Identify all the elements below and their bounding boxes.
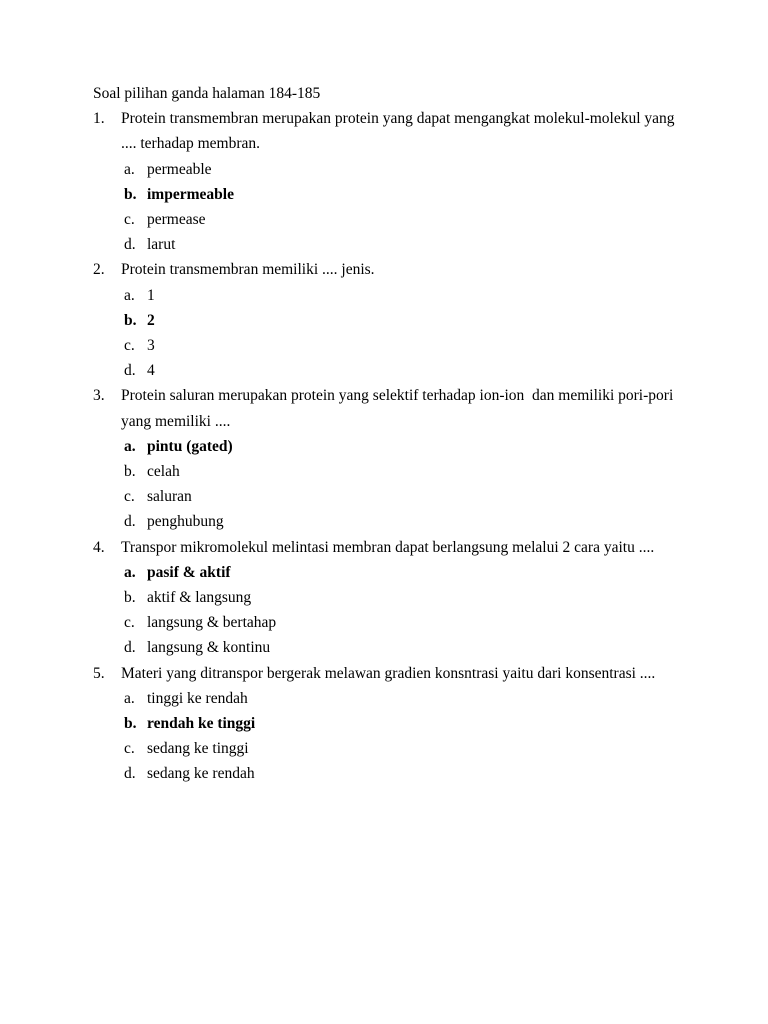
- answer-option: [124, 585, 693, 610]
- option-letter: a.: [124, 286, 135, 304]
- document-content: [93, 81, 693, 787]
- option-letter: c.: [124, 614, 135, 632]
- option-text: 3: [147, 337, 155, 355]
- option-letter: b.: [124, 311, 137, 329]
- option-text: sedang ke rendah: [147, 765, 255, 783]
- option-list: [93, 157, 693, 258]
- option-text: 4: [147, 362, 155, 380]
- question-text: [121, 257, 693, 282]
- option-text: 1: [147, 286, 155, 304]
- answer-option: [124, 736, 693, 761]
- question-text: [121, 535, 693, 560]
- question-text: [121, 661, 693, 686]
- question: [93, 383, 693, 534]
- answer-option: [124, 761, 693, 786]
- answer-option: [124, 333, 693, 358]
- option-text: pintu (gated): [147, 437, 233, 455]
- question-text-line: Materi yang ditranspor bergerak melawan gradien konsntrasi yaitu dari konsentrasi ....: [121, 664, 656, 682]
- question-text: [121, 383, 693, 433]
- answer-option: [124, 207, 693, 232]
- option-letter: b.: [124, 715, 137, 733]
- option-letter: b.: [124, 463, 136, 481]
- question-row: [93, 106, 693, 156]
- option-letter: c.: [124, 488, 135, 506]
- answer-option: [124, 232, 693, 257]
- question-row: [93, 257, 693, 282]
- option-letter: a.: [124, 437, 136, 455]
- option-letter: d.: [124, 765, 136, 783]
- question: [93, 535, 693, 661]
- question-number: 2.: [93, 261, 105, 279]
- answer-option: [124, 610, 693, 635]
- option-letter: b.: [124, 185, 137, 203]
- answer-option: [124, 283, 693, 308]
- question: [93, 106, 693, 257]
- option-letter: d.: [124, 236, 136, 254]
- question-number: 4.: [93, 538, 105, 556]
- question-text-line: Protein transmembran merupakan protein yang dapat mengangkat molekul-molekul yang: [121, 110, 675, 128]
- option-text: saluran: [147, 488, 192, 506]
- question-number: 1.: [93, 110, 105, 128]
- option-letter: d.: [124, 513, 136, 531]
- option-text: 2: [147, 311, 155, 329]
- option-text: langsung & kontinu: [147, 639, 271, 657]
- question-text-line: Transpor mikromolekul melintasi membran dapat berlangsung melalui 2 cara yaitu ....: [121, 538, 655, 556]
- option-list: [93, 283, 693, 384]
- answer-option: [124, 686, 693, 711]
- answer-option: [124, 182, 693, 207]
- option-text: pasif & aktif: [147, 563, 231, 581]
- answer-option: [124, 459, 693, 484]
- option-letter: a.: [124, 689, 135, 707]
- question-text: [121, 106, 693, 156]
- question-text-line: yang memiliki ....: [121, 412, 231, 430]
- question: [93, 257, 693, 383]
- option-text: sedang ke tinggi: [147, 740, 249, 758]
- option-text: permease: [147, 211, 206, 229]
- option-text: langsung & bertahap: [147, 614, 277, 632]
- answer-option: [124, 711, 693, 736]
- question-number: 3.: [93, 387, 105, 405]
- option-letter: d.: [124, 362, 136, 380]
- option-letter: c.: [124, 337, 135, 355]
- answer-option: [124, 484, 693, 509]
- answer-option: [124, 509, 693, 534]
- option-text: celah: [147, 463, 180, 481]
- answer-option: [124, 434, 693, 459]
- answer-option: [124, 358, 693, 383]
- answer-option: [124, 157, 693, 182]
- option-text: tinggi ke rendah: [147, 689, 248, 707]
- question-row: [93, 383, 693, 433]
- option-letter: a.: [124, 563, 136, 581]
- answer-option: [124, 635, 693, 660]
- option-list: [93, 434, 693, 535]
- question-text-line: .... terhadap membran.: [121, 135, 261, 153]
- option-text: rendah ke tinggi: [147, 715, 256, 733]
- question-list: [93, 106, 693, 786]
- option-letter: a.: [124, 160, 135, 178]
- answer-option: [124, 308, 693, 333]
- question: [93, 661, 693, 787]
- option-list: [93, 560, 693, 661]
- question-text-line: Protein saluran merupakan protein yang selektif terhadap ion-ion dan memiliki pori-pori: [121, 387, 674, 405]
- option-text: impermeable: [147, 185, 234, 203]
- answer-option: [124, 560, 693, 585]
- option-letter: c.: [124, 211, 135, 229]
- option-text: larut: [147, 236, 176, 254]
- option-text: penghubung: [147, 513, 224, 531]
- question-row: [93, 535, 693, 560]
- question-number: 5.: [93, 664, 105, 682]
- document-title: Soal pilihan ganda halaman 184-185: [93, 85, 321, 102]
- option-letter: d.: [124, 639, 136, 657]
- option-letter: c.: [124, 740, 135, 758]
- question-row: [93, 661, 693, 686]
- option-text: aktif & langsung: [147, 589, 252, 607]
- option-letter: b.: [124, 589, 136, 607]
- question-text-line: Protein transmembran memiliki .... jenis.: [121, 261, 375, 279]
- option-text: permeable: [147, 160, 212, 178]
- option-list: [93, 686, 693, 787]
